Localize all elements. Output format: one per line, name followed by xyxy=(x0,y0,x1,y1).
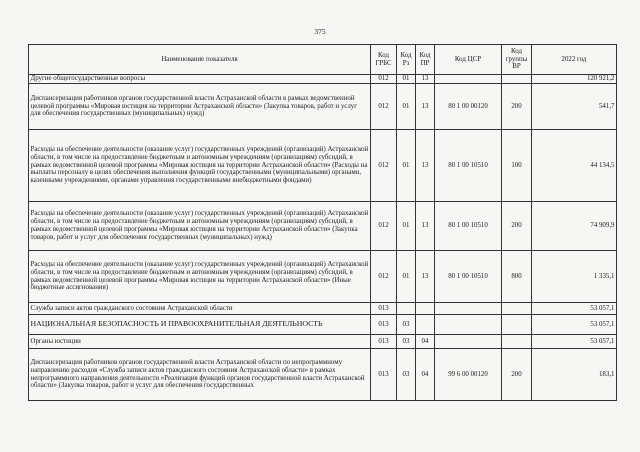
table-row xyxy=(29,75,617,84)
row-grbs: 013 xyxy=(371,303,397,315)
row-name: Расходы на обеспечение деятельности (оказание услуг) государственных учреждений (организаций) Астраханской области, в том числе на предоставление бюджетным и автономным учреждениям (организациям) субсидий, в рамках ведомственной целевой программы «Мировая юстиция на территории Астраханской области» (Закупка товаров, работ и услуг для обеспечения государственных (муниципальных) нужд) xyxy=(29,202,371,251)
row-vr: 200 xyxy=(502,349,532,401)
row-grbs: 012 xyxy=(371,130,397,202)
header-pr: Код ПР xyxy=(416,45,435,75)
row-rz: 03 xyxy=(397,349,416,401)
row-vr xyxy=(502,75,532,84)
row-vr xyxy=(502,335,532,349)
row-name: Органы юстиции xyxy=(29,335,371,349)
row-vr: 800 xyxy=(502,251,532,303)
row-csr xyxy=(435,303,502,315)
row-csr: 80 1 00 10510 xyxy=(435,130,502,202)
header-name: Наименование показателя xyxy=(29,45,371,75)
table-row xyxy=(29,84,617,130)
row-amount: 53 057,1 xyxy=(532,315,617,335)
row-grbs: 012 xyxy=(371,202,397,251)
table-row xyxy=(29,303,617,315)
row-grbs: 012 xyxy=(371,84,397,130)
row-rz: 01 xyxy=(397,251,416,303)
row-csr xyxy=(435,335,502,349)
row-pr: 04 xyxy=(416,335,435,349)
row-name: Другие общегосударственные вопросы xyxy=(29,75,371,84)
row-vr xyxy=(502,303,532,315)
row-amount: 541,7 xyxy=(532,84,617,130)
row-name: Расходы на обеспечение деятельности (оказание услуг) государственных учреждений (организаций) Астраханской области, в том числе на предоставление бюджетным и автономным учреждениям (организациям) субсидий, в рамках ведомственной целевой программы «Мировая юстиция на территории Астраханской области» (Иные бюджетные ассигнования) xyxy=(29,251,371,303)
row-pr: 04 xyxy=(416,349,435,401)
header-grbs: Код ГРБС xyxy=(371,45,397,75)
row-vr xyxy=(502,315,532,335)
row-rz xyxy=(397,303,416,315)
row-csr: 99 6 00 00120 xyxy=(435,349,502,401)
row-pr: 13 xyxy=(416,251,435,303)
row-csr: 80 1 00 00120 xyxy=(435,84,502,130)
row-rz: 03 xyxy=(397,335,416,349)
row-pr: 13 xyxy=(416,130,435,202)
row-csr: 80 1 00 10510 xyxy=(435,251,502,303)
row-vr: 100 xyxy=(502,130,532,202)
header-row xyxy=(29,45,617,75)
header-amount: 2022 год xyxy=(532,45,617,75)
table-row xyxy=(29,202,617,251)
row-amount: 53 057,1 xyxy=(532,303,617,315)
row-amount: 120 921,2 xyxy=(532,75,617,84)
row-rz: 03 xyxy=(397,315,416,335)
row-amount: 1 335,1 xyxy=(532,251,617,303)
row-grbs: 013 xyxy=(371,335,397,349)
table-row xyxy=(29,349,617,401)
row-csr xyxy=(435,75,502,84)
row-name: НАЦИОНАЛЬНАЯ БЕЗОПАСНОСТЬ И ПРАВООХРАНИТЕЛЬНАЯ ДЕЯТЕЛЬНОСТЬ xyxy=(29,315,371,335)
row-name: Расходы на обеспечение деятельности (оказание услуг) государственных учреждений (организаций) Астраханской области, в том числе на предоставление бюджетным и автономным учреждениям (организациям) субсидий, в рамках ведомственной целевой программы «Мировая юстиция на территории Астраханской области» (Расходы на выплаты персоналу в целях обеспечения выполнения функций государственными (муниципальными) органами, казенными учреждениями, органами управления государственными внебюджетными фондами) xyxy=(29,130,371,202)
row-vr: 200 xyxy=(502,202,532,251)
row-grbs: 012 xyxy=(371,75,397,84)
row-vr: 200 xyxy=(502,84,532,130)
row-amount: 74 909,9 xyxy=(532,202,617,251)
row-rz: 01 xyxy=(397,202,416,251)
row-grbs: 013 xyxy=(371,349,397,401)
header-rz: Код Рз xyxy=(397,45,416,75)
row-rz: 01 xyxy=(397,75,416,84)
row-pr xyxy=(416,303,435,315)
page-bottom-edge xyxy=(0,446,640,452)
row-pr: 13 xyxy=(416,84,435,130)
row-rz: 01 xyxy=(397,130,416,202)
row-amount: 183,1 xyxy=(532,349,617,401)
row-pr: 13 xyxy=(416,202,435,251)
row-csr xyxy=(435,315,502,335)
row-csr: 80 1 00 10510 xyxy=(435,202,502,251)
header-vr: Код группы ВР xyxy=(502,45,532,75)
table-row xyxy=(29,251,617,303)
row-grbs: 013 xyxy=(371,315,397,335)
page-number: 375 xyxy=(314,27,326,36)
row-rz: 01 xyxy=(397,84,416,130)
row-name: Служба записи актов гражданского состояния Астраханской области xyxy=(29,303,371,315)
table-row xyxy=(29,335,617,349)
header-csr: Код ЦСР xyxy=(435,45,502,75)
row-amount: 44 134,5 xyxy=(532,130,617,202)
row-pr xyxy=(416,315,435,335)
budget-table xyxy=(28,44,617,401)
row-name: Диспансеризация работников органов государственной власти Астраханской области в рамках ведомственной целевой программы «Мировая юстиция на территории Астраханской области» (Закупка товаров, работ и услуг для обеспечения государственных (муниципальных) нужд) xyxy=(29,84,371,130)
row-name: Диспансеризация работников органов государственной власти Астраханской области по непрограммному направлению расходов «Служба записи актов гражданского состояния Астраханской области» в рамках непрограммного направления деятельности «Реализация функций органов государственной власти Астраханской области» (Закупка товаров, работ и услуг для обеспечения государственных xyxy=(29,349,371,401)
row-pr: 13 xyxy=(416,75,435,84)
row-grbs: 012 xyxy=(371,251,397,303)
table-row xyxy=(29,315,617,335)
row-amount: 53 057,1 xyxy=(532,335,617,349)
table-row xyxy=(29,130,617,202)
